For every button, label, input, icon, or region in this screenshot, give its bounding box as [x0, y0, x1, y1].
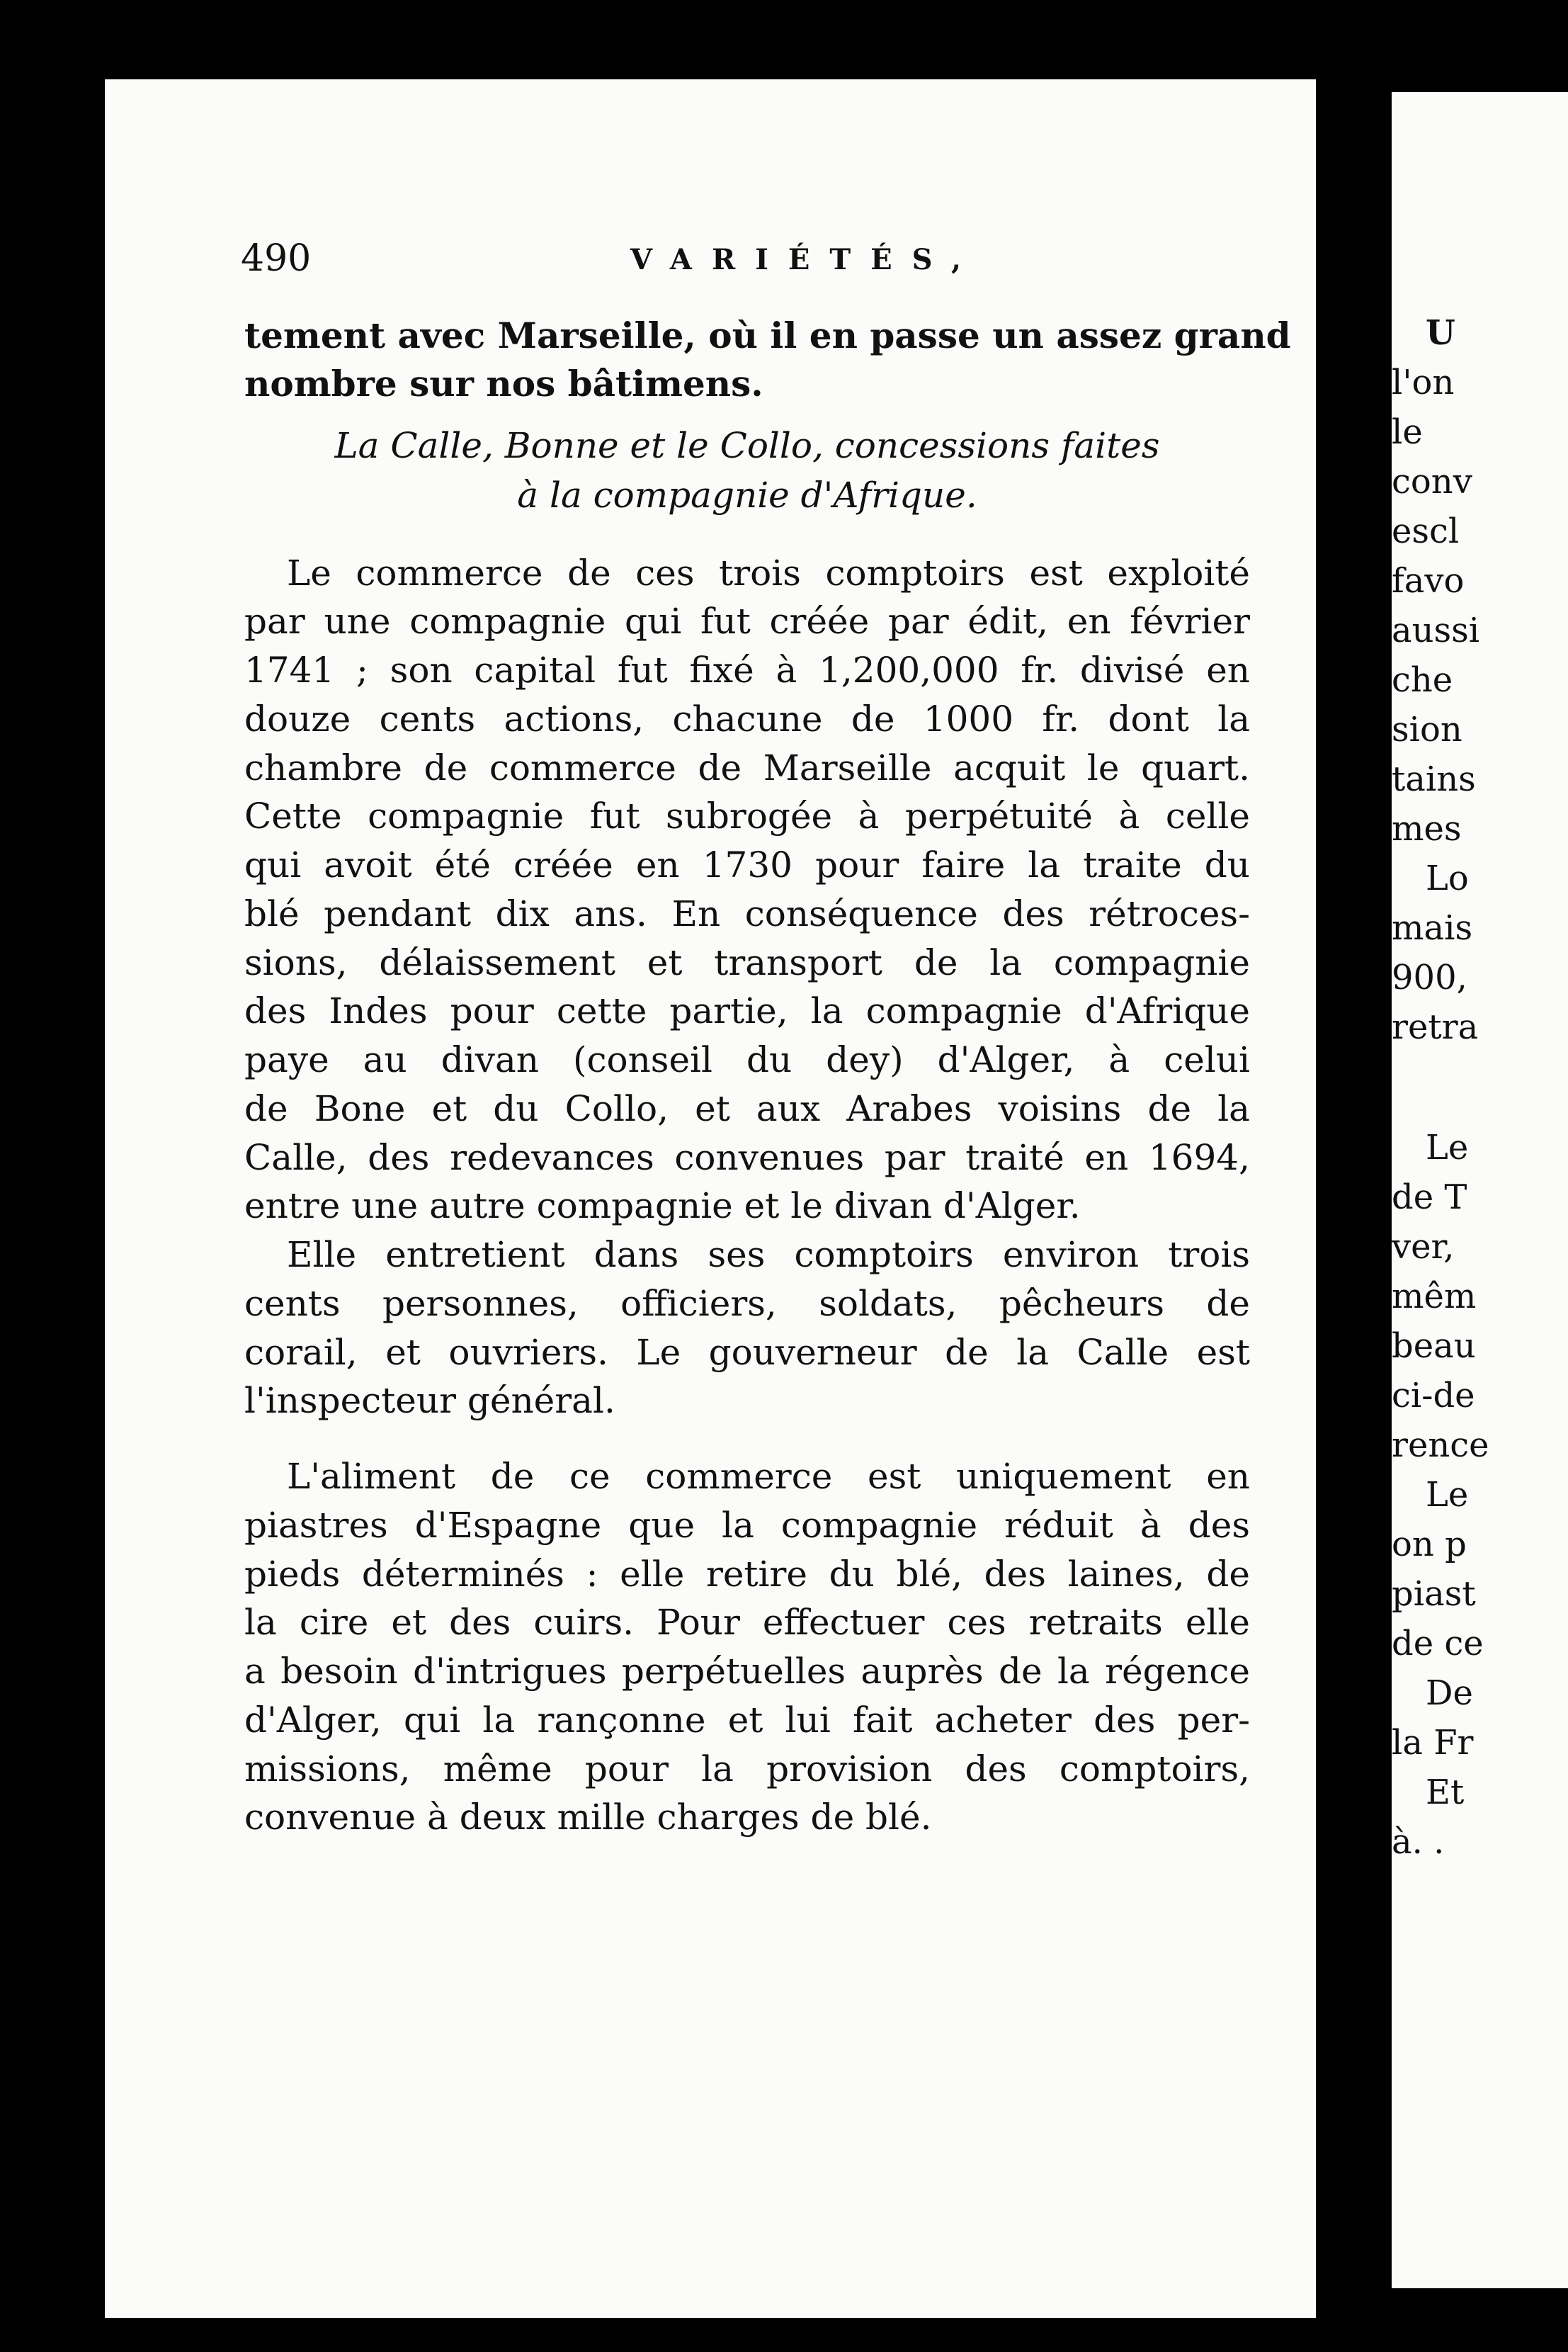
- text-fragment: conv: [1392, 462, 1472, 502]
- text-line: missions, même pour la provision des comptoirs,: [244, 1748, 1250, 1790]
- text-fragment: De: [1426, 1673, 1473, 1713]
- text-line: par une compagnie qui fut créée par édit, en février: [244, 601, 1250, 642]
- text-fragment: aussi: [1392, 611, 1480, 650]
- right-page-edge: [1392, 92, 1568, 2288]
- text-fragment: à. .: [1392, 1822, 1445, 1862]
- text-fragment: mes: [1392, 809, 1462, 849]
- text-line: piastres d'Espagne que la compagnie réduit à des: [244, 1505, 1250, 1546]
- text-line: Elle entretient dans ses comptoirs environ trois: [287, 1234, 1250, 1275]
- text-fragment: la Fr: [1392, 1723, 1474, 1763]
- page-number: 490: [241, 237, 312, 280]
- text-line: l'inspecteur général.: [244, 1380, 615, 1421]
- text-line: nombre sur nos bâtimens.: [244, 363, 763, 405]
- text-fragment: mêm: [1392, 1277, 1477, 1316]
- text-fragment: rence: [1392, 1425, 1489, 1465]
- text-line: Calle, des redevances convenues par traité en 1694,: [244, 1137, 1250, 1178]
- text-fragment: Et: [1426, 1773, 1465, 1812]
- text-line: des Indes pour cette partie, la compagnie d'Afrique: [244, 990, 1250, 1031]
- text-line: corail, et ouvriers. Le gouverneur de la Calle est: [244, 1332, 1250, 1373]
- text-fragment: Lo: [1426, 859, 1469, 898]
- text-line: Le commerce de ces trois comptoirs est exploité: [287, 553, 1250, 594]
- text-line: entre une autre compagnie et le divan d'Alger.: [244, 1185, 1081, 1226]
- text-fragment: favo: [1392, 561, 1465, 601]
- text-line: paye au divan (conseil du dey) d'Alger, à celui: [244, 1039, 1250, 1080]
- text-line: a besoin d'intrigues perpétuelles auprès de la régence: [244, 1651, 1250, 1692]
- text-line: L'aliment de ce commerce est uniquement en: [287, 1456, 1250, 1497]
- text-fragment: U: [1426, 313, 1455, 353]
- text-line: blé pendant dix ans. En conséquence des rétroces-: [244, 893, 1250, 934]
- text-line: 1741 ; son capital fut fixé à 1,200,000 fr. divisé en: [244, 650, 1250, 691]
- text-line: douze cents actions, chacune de 1000 fr. dont la: [244, 699, 1250, 740]
- text-fragment: che: [1392, 660, 1453, 700]
- text-fragment: Le: [1426, 1475, 1469, 1515]
- text-fragment: mais: [1392, 908, 1473, 948]
- text-fragment: 900,: [1392, 958, 1467, 997]
- text-line: cents personnes, officiers, soldats, pêcheurs de: [244, 1283, 1250, 1324]
- text-line: pieds déterminés : elle retire du blé, des laines, de: [244, 1554, 1250, 1595]
- text-line: la cire et des cuirs. Pour effectuer ces retraits elle: [244, 1602, 1250, 1643]
- page-header: [241, 237, 1268, 280]
- section-heading: La Calle, Bonne et le Collo, concessions faites: [334, 425, 1160, 466]
- text-fragment: de T: [1392, 1177, 1467, 1217]
- text-fragment: sion: [1392, 710, 1462, 750]
- text-line: qui avoit été créée en 1730 pour faire la traite du: [244, 844, 1250, 886]
- text-fragment: tains: [1392, 759, 1476, 799]
- text-fragment: escl: [1392, 511, 1460, 551]
- running-title: VARIÉTÉS,: [630, 243, 982, 276]
- text-line: chambre de commerce de Marseille acquit le quart.: [244, 747, 1250, 788]
- text-fragment: de ce: [1392, 1624, 1484, 1663]
- text-fragment: piast: [1392, 1574, 1476, 1614]
- text-fragment: beau: [1392, 1326, 1476, 1366]
- text-fragment: ver,: [1392, 1227, 1455, 1267]
- text-line: convenue à deux mille charges de blé.: [244, 1797, 932, 1838]
- text-line: tement avec Marseille, où il en passe un assez grand: [244, 315, 1291, 356]
- section-heading: à la compagnie d'Afrique.: [517, 475, 977, 516]
- text-fragment: retra: [1392, 1007, 1479, 1047]
- text-line: de Bone et du Collo, et aux Arabes voisins de la: [244, 1088, 1250, 1129]
- text-line: d'Alger, qui la rançonne et lui fait acheter des per-: [244, 1700, 1250, 1741]
- text-line: sions, délaissement et transport de la compagnie: [244, 942, 1250, 983]
- text-fragment: Le: [1426, 1128, 1469, 1167]
- text-fragment: on p: [1392, 1525, 1467, 1564]
- text-line: Cette compagnie fut subrogée à perpétuité à celle: [244, 796, 1250, 837]
- text-fragment: le: [1392, 412, 1423, 452]
- text-fragment: l'on: [1392, 363, 1455, 402]
- text-fragment: ci-de: [1392, 1376, 1475, 1415]
